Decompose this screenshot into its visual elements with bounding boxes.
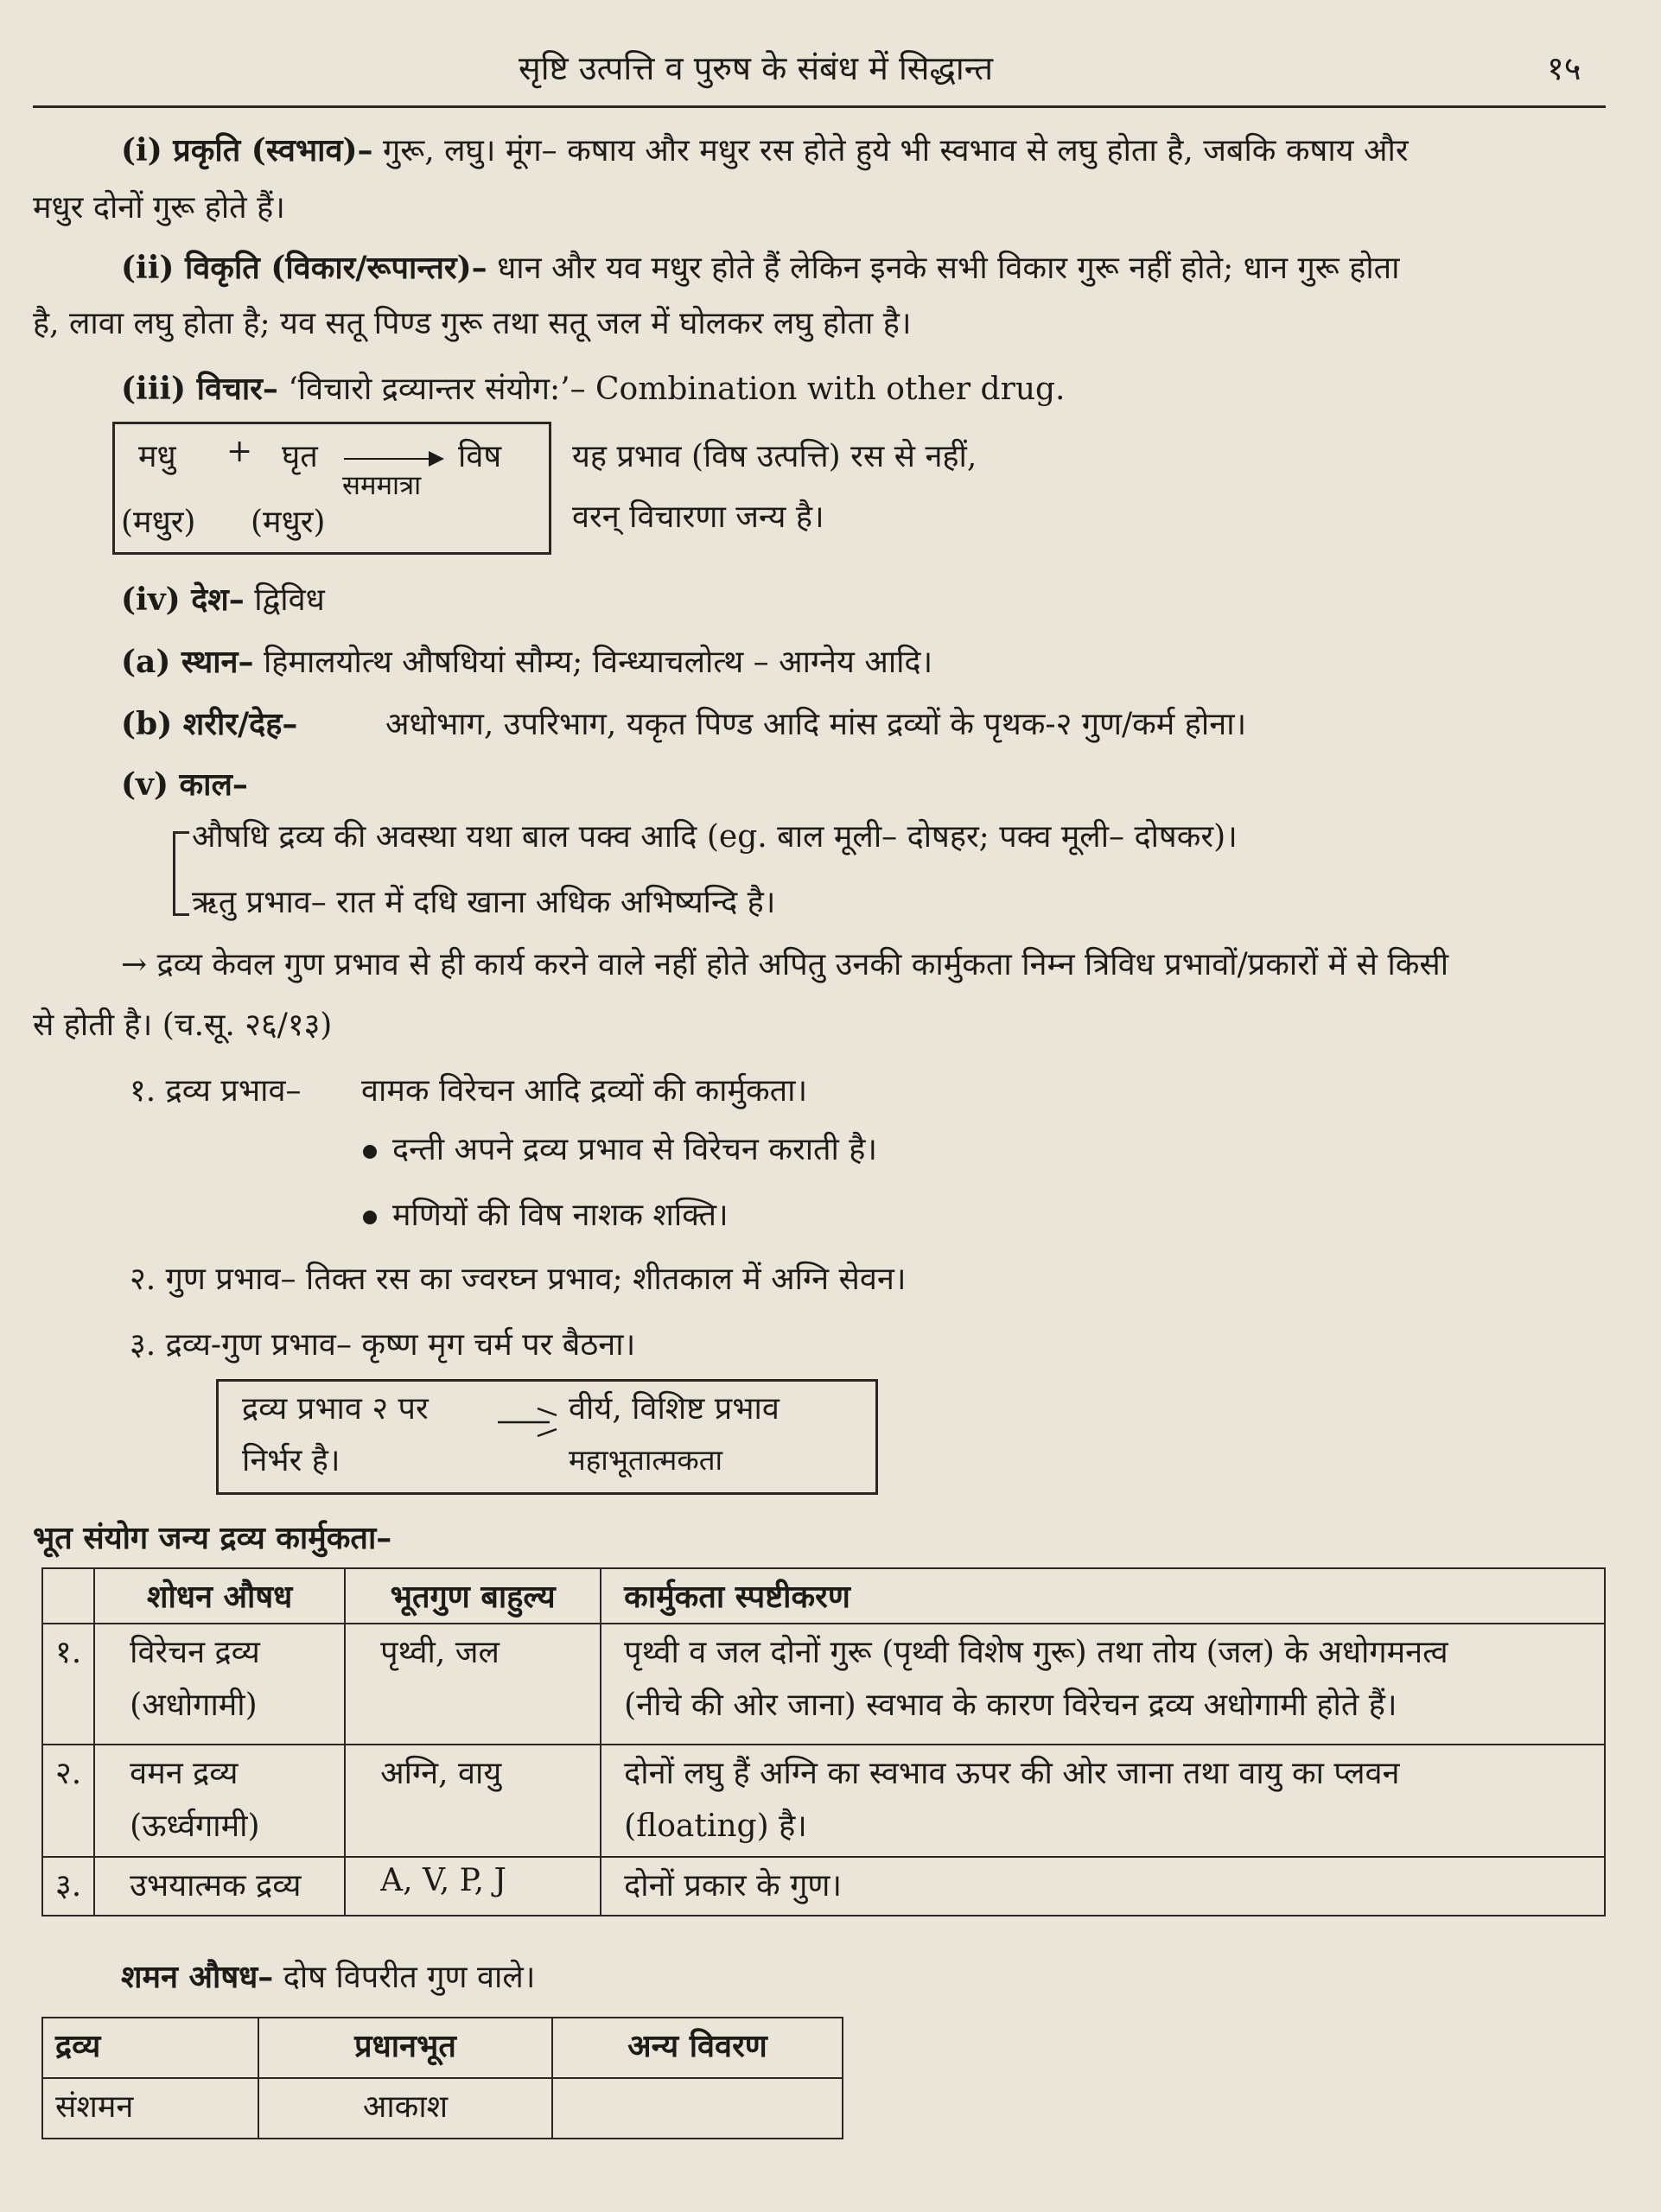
sharir-line	[121, 702, 297, 744]
formula-note-2: वरन् विचारणा जन्य है।	[572, 499, 824, 535]
shaman-line	[121, 1955, 535, 1997]
row-bhoot: A, V, P, J	[345, 1857, 601, 1916]
prabhav-box-left-1: द्रव्य प्रभाव २ पर	[242, 1391, 429, 1427]
table-cell: आकाश	[258, 2078, 552, 2139]
row-name	[94, 1745, 345, 1857]
vikriti-line-1	[121, 245, 1400, 288]
row-desc	[601, 1745, 1605, 1857]
row-name-2: (अधोगामी)	[130, 1688, 258, 1723]
bullet-item-1	[363, 1127, 877, 1169]
bhoot-table-heading: भूत संयोग जन्य द्रव्य कार्मुकता–	[33, 1520, 392, 1556]
table-header-cell: भूतगुण बाहुल्य	[345, 1568, 601, 1624]
bhoot-table	[41, 1567, 1606, 1916]
bullet-text-2: मणियों की विष नाशक शक्ति।	[392, 1198, 729, 1233]
row-name-1: विरेचन द्रव्य	[130, 1635, 260, 1670]
guna-prabhav: २. गुण प्रभाव– तिक्त रस का ज्वरघ्न प्रभाव; शीतकाल में अग्नि सेवन।	[130, 1262, 907, 1297]
table-header-cell: कार्मुकता स्पष्टीकरण	[601, 1568, 1605, 1624]
prakriti-text-1: गुरू, लघु। मूंग– कषाय और मधुर रस होते हुये भी स्वभाव से लघु होता है, जबकि कषाय और	[372, 133, 1409, 168]
sthan-text: हिमालयोत्थ औषधियां सौम्य; विन्ध्याचलोत्थ – आग्नेय आदि।	[253, 645, 933, 680]
bullet-icon	[363, 1211, 377, 1224]
row-number: ३.	[42, 1857, 94, 1916]
row-name-2: (ऊर्ध्वगामी)	[130, 1808, 260, 1844]
vikriti-text-1: धान और यव मधुर होते हैं लेकिन इनके सभी विकार गुरू नहीं होते; धान गुरू होता	[487, 251, 1400, 286]
table-header-cell: अन्य विवरण	[552, 2018, 843, 2078]
formula-visha: विष	[458, 439, 502, 474]
row-name-1: वमन द्रव्य	[130, 1756, 239, 1791]
row-number: १.	[42, 1624, 94, 1745]
shaman-text: दोष विपरीत गुण वाले।	[273, 1960, 536, 1995]
dravya-prabhav-text: वामक विरेचन आदि द्रव्यों की कार्मुकता।	[361, 1073, 808, 1109]
sharir-label: (b) शरीर/देह–	[121, 706, 298, 742]
table-row	[42, 1745, 1605, 1857]
row-bhoot: अग्नि, वायु	[345, 1745, 601, 1857]
formula-madhur-2: (मधुर)	[251, 505, 326, 540]
kaal-text-2: ऋतु प्रभाव– रात में दधि खाना अधिक अभिष्यन्दि है।	[192, 885, 776, 920]
vikriti-label: (ii) विकृति (विकार/रूपान्तर)–	[121, 250, 487, 286]
prabhav-intro-2: से होती है। (च.सू. २६/१३)	[33, 1007, 333, 1043]
bullet-icon	[363, 1145, 377, 1159]
desh-text: द्विविध	[244, 582, 325, 618]
formula-madhu: मधु	[138, 439, 176, 474]
vikriti-text-2: है, लावा लघु होता है; यव सतू पिण्ड गुरू तथा सतू जल में घोलकर लघु होता है।	[33, 306, 912, 341]
formula-madhur-1: (मधुर)	[121, 505, 196, 540]
formula-ghrita: घृत	[282, 439, 318, 474]
table-row	[42, 2078, 843, 2139]
bullet-item-2	[363, 1192, 729, 1235]
formula-note-1: यह प्रभाव (विष उत्पत्ति) रस से नहीं,	[572, 439, 977, 474]
table-header-row	[42, 2018, 843, 2078]
row-desc-2: (floating) है।	[624, 1808, 807, 1844]
dravya-prabhav-label: १. द्रव्य प्रभाव–	[130, 1073, 302, 1109]
desh-line	[121, 577, 325, 620]
formula-arrow-icon	[429, 451, 444, 467]
row-desc	[601, 1624, 1605, 1745]
prakriti-label: (i) प्रकृति (स्वभाव)–	[121, 132, 373, 168]
row-name	[94, 1624, 345, 1745]
table-header-cell: द्रव्य	[42, 2018, 258, 2078]
prakriti-line-1	[121, 128, 1409, 170]
table-header-cell	[42, 1568, 94, 1624]
row-desc-1: पृथ्वी व जल दोनों गुरू (पृथ्वी विशेष गुरू) तथा तोय (जल) के अधोगमनत्व	[624, 1635, 1448, 1670]
formula-plus: +	[226, 434, 253, 469]
formula-arrow-line	[344, 458, 430, 460]
running-header-title: सृष्टि उत्पत्ति व पुरुष के संबंध में सिद्धान्त	[519, 49, 994, 87]
table-header-cell: प्रधानभूत	[258, 2018, 552, 2078]
bullet-text-1: दन्ती अपने द्रव्य प्रभाव से विरेचन कराती है।	[392, 1132, 878, 1167]
sharir-text: अधोभाग, उपरिभाग, यकृत पिण्ड आदि मांस द्रव्यों के पृथक-२ गुण/कर्म होना।	[385, 707, 1247, 742]
branch-arrow-icon	[496, 1403, 567, 1441]
row-name: उभयात्मक द्रव्य	[94, 1857, 345, 1916]
table-cell	[552, 2078, 843, 2139]
row-desc: दोनों प्रकार के गुण।	[601, 1857, 1605, 1916]
table-header-cell: शोधन औषध	[94, 1568, 345, 1624]
vichar-label: (iii) विचार–	[121, 371, 278, 407]
kaal-bracket	[173, 831, 189, 916]
dravya-guna-prabhav: ३. द्रव्य-गुण प्रभाव– कृष्ण मृग चर्म पर बैठना।	[130, 1327, 636, 1363]
shaman-label: शमन औषध–	[121, 1959, 274, 1995]
shaman-table	[41, 2017, 843, 2139]
page-number: १५	[1547, 49, 1581, 87]
kaal-text-1: औषधि द्रव्य की अवस्था यथा बाल पक्व आदि (eg. बाल मूली– दोषहर; पक्व मूली– दोषकर)।	[192, 819, 1238, 855]
table-row	[42, 1624, 1605, 1745]
row-desc-2: (नीचे की ओर जाना) स्वभाव के कारण विरेचन द्रव्य अधोगामी होते हैं।	[624, 1688, 1397, 1723]
prakriti-text-2: मधुर दोनों गुरू होते हैं।	[33, 190, 285, 226]
table-header-row	[42, 1568, 1605, 1624]
row-bhoot: पृथ्वी, जल	[345, 1624, 601, 1745]
vichar-line	[121, 366, 1066, 409]
row-number: २.	[42, 1745, 94, 1857]
table-row	[42, 1857, 1605, 1916]
vichar-text: ‘विचारो द्रव्यान्तर संयोग:’– Combination with other drug.	[277, 372, 1066, 407]
prabhav-box-right-1: वीर्य, विशिष्ट प्रभाव	[569, 1391, 780, 1427]
kaal-label: (v) काल–	[121, 766, 248, 803]
table-cell: संशमन	[42, 2078, 258, 2139]
sthan-line	[121, 639, 932, 682]
prabhav-box-right-2: महाभूतात्मकता	[569, 1443, 723, 1477]
row-desc-1: दोनों लघु हैं अग्नि का स्वभाव ऊपर की ओर जाना तथा वायु का प्लवन	[624, 1756, 1400, 1791]
header-rule	[33, 105, 1606, 108]
prabhav-intro-1: → द्रव्य केवल गुण प्रभाव से ही कार्य करने वाले नहीं होते अपितु उनकी कार्मुकता निम्न त्रिविध प्रभावों/प्रकारों में से किसी	[121, 947, 1449, 982]
sthan-label: (a) स्थान–	[121, 644, 254, 680]
desh-label: (iv) देश–	[121, 582, 245, 618]
formula-samamatra: सममात्रा	[342, 470, 422, 501]
prabhav-box-left-2: निर्भर है।	[242, 1443, 340, 1478]
